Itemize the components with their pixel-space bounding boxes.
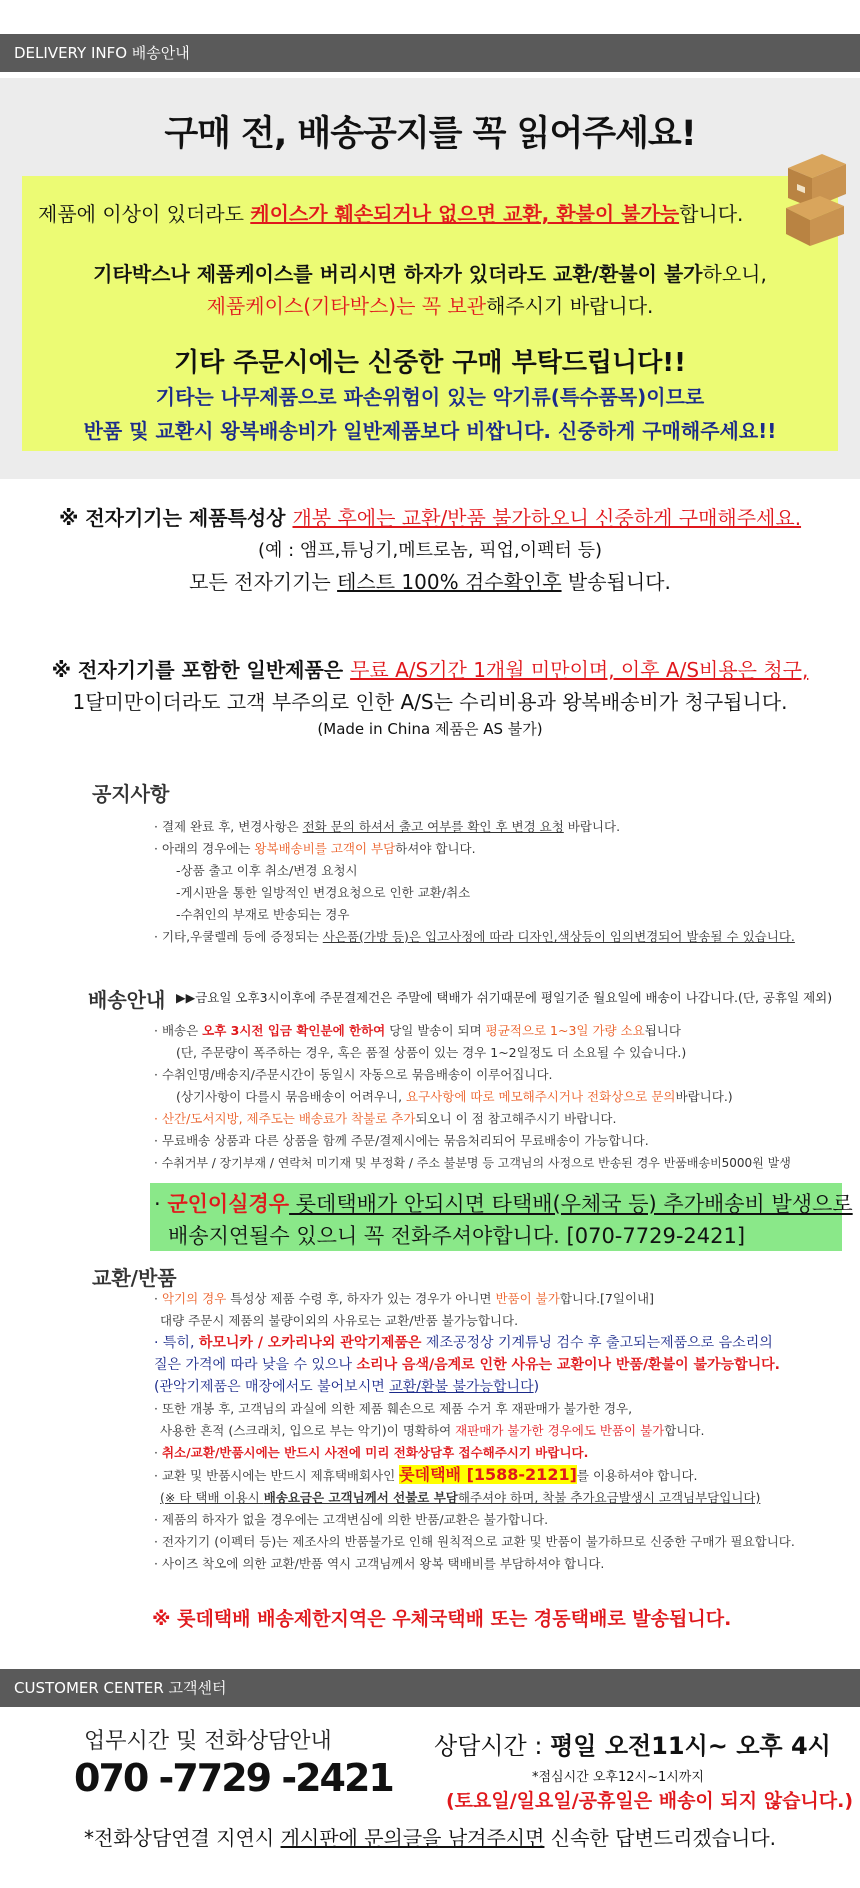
notice-item-6: · 기타,우쿨렐레 등에 증정되는 사은품(가방 등)은 입고사정에 따라 디자인,색상등이 임의변경되어 발송될 수 있습니다. xyxy=(154,929,795,944)
exchange-item-6: · 또한 개봉 후, 고객님의 과실에 의한 제품 훼손으로 제품 수거 후 재판매가 불가한 경우, xyxy=(154,1401,633,1416)
holiday-notice: (토요일/일요일/공휴일은 배송이 되지 않습니다.) xyxy=(446,1790,854,1812)
exchange-item-13: · 사이즈 착오에 의한 교환/반품 역시 고객님께서 왕복 택배비를 부담하셔야 합니다. xyxy=(154,1556,605,1571)
electronics-line-1: ※ 전자기기는 제품특성상 개봉 후에는 교환/반품 불가하오니 신중하게 구매해주세요. xyxy=(58,506,802,530)
shipping-list xyxy=(154,1020,848,1174)
general-line-3: (Made in China 제품은 AS 불가) xyxy=(317,720,543,738)
warning-line-5: 기타는 나무제품으로 파손위험이 있는 악기류(특수품목)이므로 xyxy=(155,385,705,409)
warning-line-2: 기타박스나 제품케이스를 버리시면 하자가 있더라도 교환/환불이 불가하오니, xyxy=(93,262,767,286)
exchange-item-4: 질은 가격에 따라 낮을 수 있으나 소리나 음색/음계로 인한 사유는 교환이나 반품/환불이 불가능합니다. xyxy=(154,1357,780,1373)
exchange-item-1: · 악기의 경우 특성상 제품 수령 후, 하자가 있는 경우가 아니면 반품이 불가합니다.[7일이내] xyxy=(154,1291,654,1306)
notice-section-title: 공지사항 xyxy=(92,782,170,806)
electronics-line-3: 모든 전자기기는 테스트 100% 검수확인후 발송됩니다. xyxy=(189,570,671,594)
shipping-item-7: · 수취거부 / 장기부재 / 연락처 미기재 및 부정확 / 주소 불분명 등 고객님의 사정으로 반송된 경우 반품배송비5000원 발생 xyxy=(154,1156,791,1170)
notice-list xyxy=(154,816,844,948)
notice-headline: 구매 전, 배송공지를 꼭 읽어주세요! xyxy=(164,114,696,154)
exchange-item-7: 사용한 흔적 (스크래치, 입으로 부는 악기)이 명확하여 재판매가 불가한 경우에도 반품이 불가합니다. xyxy=(160,1423,705,1438)
consult-hours: 상담시간 : 평일 오전11시~ 오후 4시 xyxy=(434,1732,831,1760)
warning-line-1: 제품에 이상이 있더라도 케이스가 훼손되거나 없으면 교환, 환불이 불가능합니다. xyxy=(38,202,744,226)
exchange-item-10: (※ 타 택배 이용시 배송요금은 고객님께서 선불로 부담해주셔야 하며, 착불 추가요금발생시 고객님부담입니다) xyxy=(160,1490,761,1505)
shipping-item-1: · 배송은 오후 3시전 입금 확인분에 한하여 당일 발송이 되며 평균적으로 1~3일 가량 소요됩니다 xyxy=(154,1023,681,1038)
delivery-info-label: DELIVERY INFO 배송안내 xyxy=(14,44,190,62)
exchange-item-8: · 취소/교환/반품시에는 반드시 사전에 미리 전화상담후 접수해주시기 바랍니다. xyxy=(154,1445,589,1460)
notice-item-1: · 결제 완료 후, 변경사항은 전화 문의 하셔서 출고 여부를 확인 후 변경 요청 바랍니다. xyxy=(154,819,621,834)
shipping-item-6: · 무료배송 상품과 다른 상품을 함께 주문/결제시에는 묶음처리되어 무료배송이 가능합니다. xyxy=(154,1133,649,1148)
notice-item-5: -수취인의 부재로 반송되는 경우 xyxy=(176,907,350,922)
exchange-item-5: (관악기제품은 매장에서도 불어보시면 교환/환불 불가능합니다) xyxy=(154,1379,540,1395)
shipping-item-5: · 산간/도서지방, 제주도는 배송료가 착불로 추가되오니 이 점 참고해주시기 바랍니다. xyxy=(154,1111,617,1126)
military-line-1: · 군인이실경우 롯데택배가 안되시면 타택배(우체국 등) 추가배송비 발생으로 xyxy=(154,1192,853,1216)
shipping-section-title: 배송안내 xyxy=(88,988,166,1012)
shipping-weekend-note: ▶▶금요일 오후3시이후에 주문결제건은 주말에 택배가 쉬기때문에 평일기준 월요일에 배송이 나갑니다.(단, 공휴일 제외) xyxy=(176,990,833,1005)
exchange-section-title: 교환/반품 xyxy=(92,1266,177,1290)
warning-line-3: 제품케이스(기타박스)는 꼭 보관해주시기 바랍니다. xyxy=(206,294,654,318)
lunch-time: *점심시간 오후12시~1시까지 xyxy=(532,1770,704,1785)
cardboard-boxes-icon xyxy=(782,150,850,248)
lotte-restriction-note: ※ 롯데택배 배송제한지역은 우체국택배 또는 경동택배로 발송됩니다. xyxy=(152,1608,732,1630)
notice-item-2: · 아래의 경우에는 왕복배송비를 고객이 부담하셔야 합니다. xyxy=(154,841,476,856)
military-line-2: 배송지연될수 있으니 꼭 전화주셔야합니다. [070-7729-2421] xyxy=(168,1224,746,1248)
exchange-item-3: · 특히, 하모니카 / 오카리나외 관악기제품은 제조공정상 기계튜닝 검수 후 출고되는제품으로 음소리의 xyxy=(154,1335,773,1351)
warning-line-6: 반품 및 교환시 왕복배송비가 일반제품보다 비쌉니다. 신중하게 구매해주세요!! xyxy=(83,419,777,443)
notice-item-3: -상품 출고 이후 취소/변경 요청시 xyxy=(176,863,358,878)
delivery-info-bar xyxy=(0,34,860,72)
warning-line-4: 기타 주문시에는 신중한 구매 부탁드립니다!! xyxy=(173,348,686,378)
shipping-item-2: (단, 주문량이 폭주하는 경우, 혹은 품절 상품이 있는 경우 1~2일정도 더 소요될 수 있습니다.) xyxy=(176,1045,687,1060)
general-line-1: ※ 전자기기를 포함한 일반제품은 무료 A/S기간 1개월 미만이며, 이후 A/S비용은 청구, xyxy=(51,658,809,682)
shipping-item-3: · 수취인명/배송지/주문시간이 동일시 자동으로 묶음배송이 이루어집니다. xyxy=(154,1067,553,1082)
customer-center-bar xyxy=(0,1669,860,1707)
exchange-item-9: · 교환 및 반품시에는 반드시 제휴택배회사인 롯데택배 [1588-2121]를 이용하셔야 합니다. xyxy=(154,1465,698,1484)
customer-center-label: CUSTOMER CENTER 고객센터 xyxy=(14,1679,227,1697)
exchange-item-12: · 전자기기 (이펙터 등)는 제조사의 반품불가로 인해 원칙적으로 교환 및 반품이 불가하므로 신중한 구매가 필요합니다. xyxy=(154,1534,795,1549)
general-line-2: 1달미만이더라도 고객 부주의로 인한 A/S는 수리비용과 왕복배송비가 청구됩니다. xyxy=(72,690,788,714)
notice-item-4: -게시판을 통한 일방적인 변경요청으로 인한 교환/취소 xyxy=(176,885,471,900)
exchange-list xyxy=(154,1288,848,1575)
footer-note: *전화상담연결 지연시 게시판에 문의글을 남겨주시면 신속한 답변드리겠습니다. xyxy=(83,1826,777,1850)
exchange-item-11: · 제품의 하자가 없을 경우에는 고객변심에 의한 반품/교환은 불가합니다. xyxy=(154,1512,549,1527)
electronics-line-2: (예 : 앰프,튜닝기,메트로놈, 픽업,이펙터 등) xyxy=(257,540,603,561)
shipping-item-4: (상기사항이 다를시 묶음배송이 어려우니, 요구사항에 따로 메모해주시거나 전화상으로 문의바랍니다.) xyxy=(176,1089,733,1104)
phone-number[interactable]: 070 -7729 -2421 xyxy=(74,1756,393,1800)
exchange-item-2: 대량 주문시 제품의 불량이외의 사유로는 교환/반품 불가능합니다. xyxy=(160,1313,519,1328)
hours-title: 업무시간 및 전화상담안내 xyxy=(84,1729,332,1754)
